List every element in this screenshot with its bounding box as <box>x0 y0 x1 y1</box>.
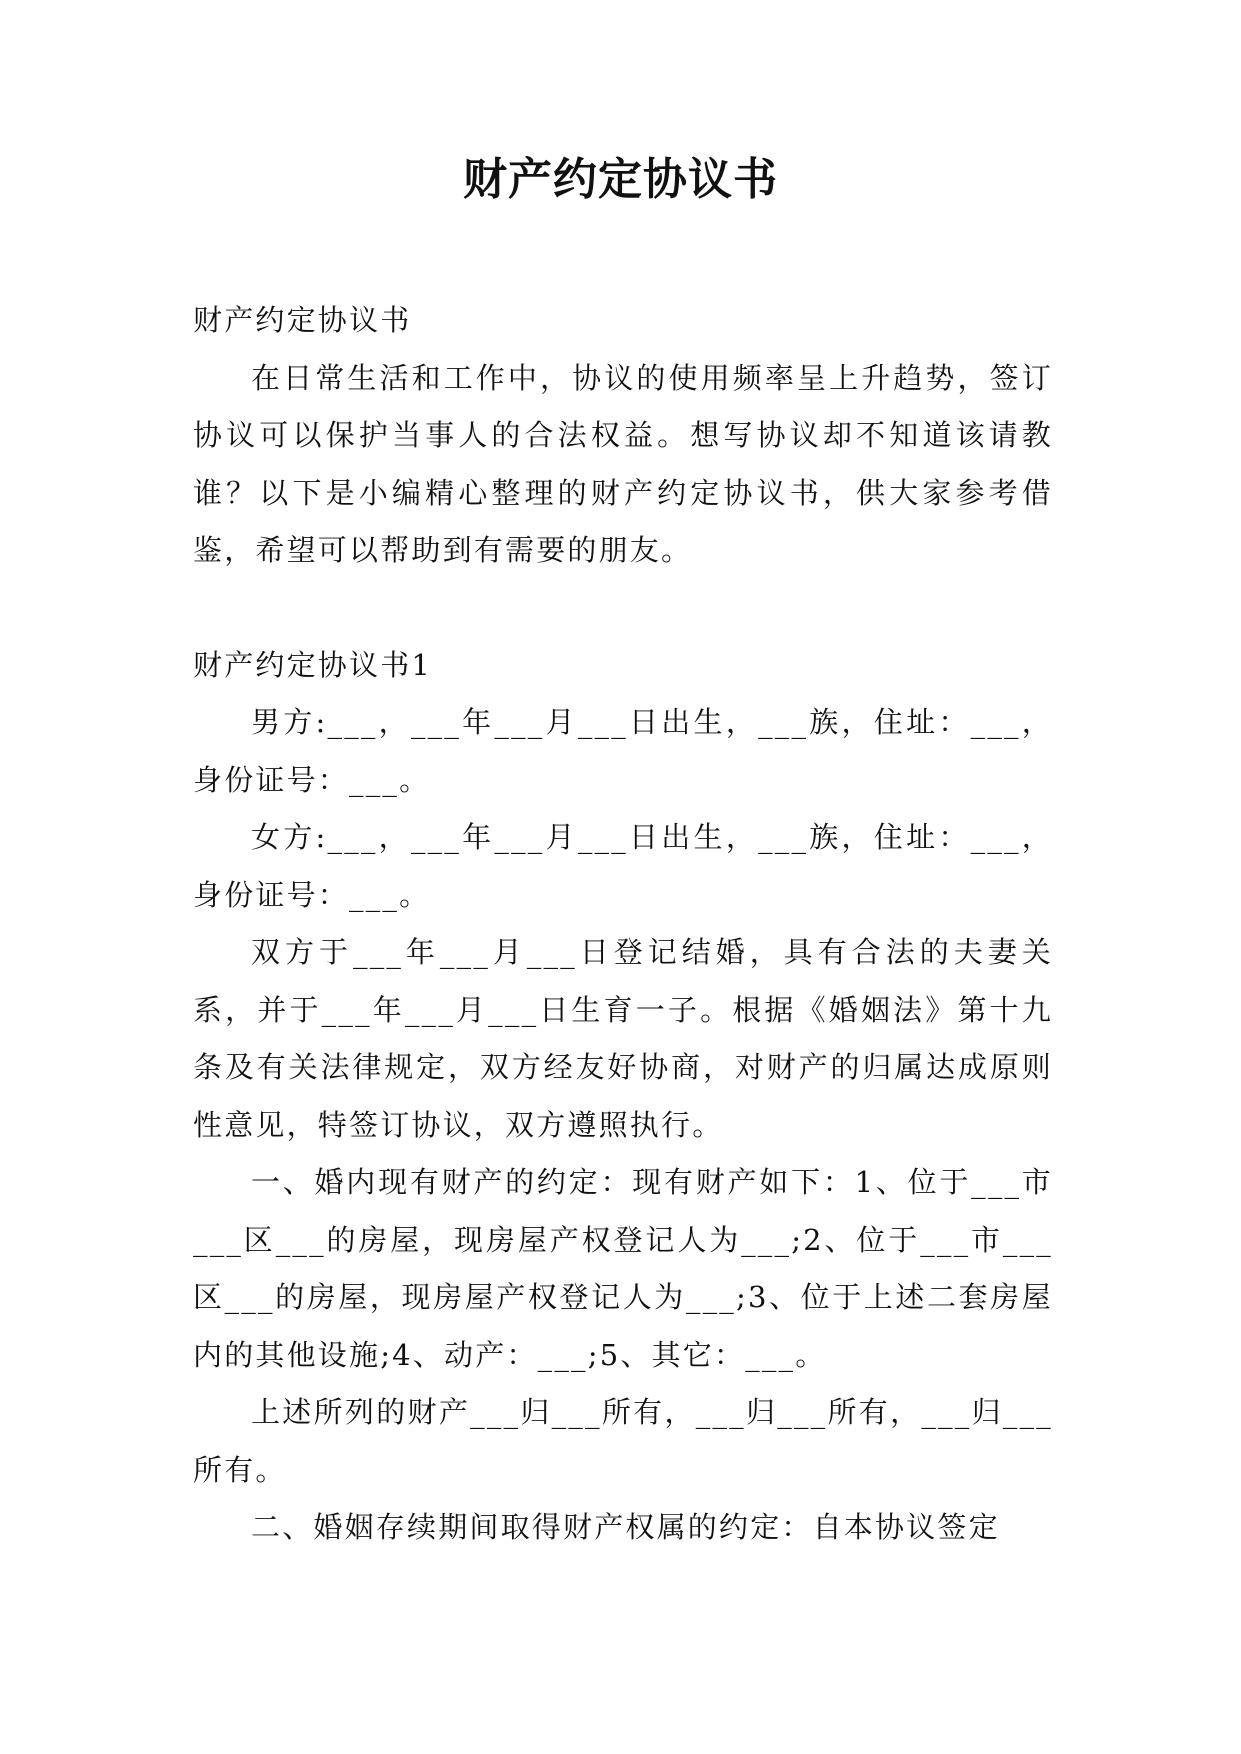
marriage-registration-paragraph: 双方于___年___月___日登记结婚，具有合法的夫妻关系，并于___年___月___日生育一子。根据《婚姻法》第十九条及有关法律规定，双方经友好协商，对财产的归属达成原则性意见，特签订协议，双方遵照执行。 <box>193 935 1053 1142</box>
party-female-paragraph: 女方:___，___年___月___日出生，___族，住址：___，身份证号：___。 <box>193 820 1053 912</box>
section-heading-agreement-1: 财产约定协议书1 <box>193 647 433 682</box>
document-title: 财产约定协议书 <box>463 154 778 205</box>
document-body <box>193 292 1053 1557</box>
clause-one-paragraph: 一、婚内现有财产的约定：现有财产如下：1、位于___市___区___的房屋，现房屋产权登记人为___;2、位于___市___区___的房屋，现房屋产权登记人为___;3、位于上述二套房屋内的其他设施;4、动产：___;5、其它：___。 <box>193 1165 1053 1372</box>
clause-two-paragraph: 二、婚姻存续期间取得财产权属的约定：自本协议签定 <box>251 1510 1000 1544</box>
section-heading-intro: 财产约定协议书 <box>193 303 412 337</box>
intro-paragraph: 在日常生活和工作中，协议的使用频率呈上升趋势，签订协议可以保护当事人的合法权益。想写协议却不知道该请教谁？以下是小编精心整理的财产约定协议书，供大家参考借鉴，希望可以帮助到有需要的朋友。 <box>193 360 1053 567</box>
paragraph-spacer <box>193 580 1053 637</box>
party-male-paragraph: 男方:___，___年___月___日出生，___族，住址：___，身份证号：___。 <box>193 705 1053 797</box>
property-ownership-paragraph: 上述所列的财产___归___所有，___归___所有，___归___所有。 <box>193 1395 1053 1487</box>
